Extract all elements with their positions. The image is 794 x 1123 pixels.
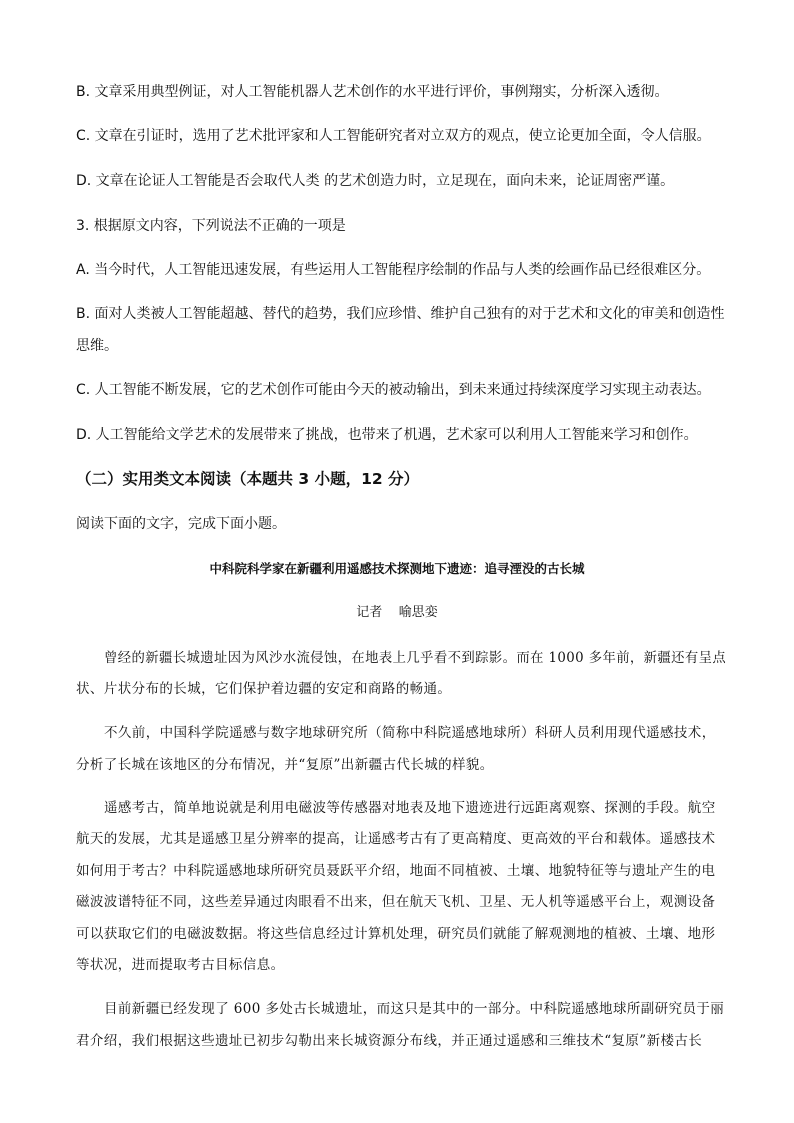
q3-option-c: C. 人工智能不断发展，它的艺术创作可能由今天的被动输出，到未来通过持续深度学习实现主动表达。 [76,382,711,398]
q2-option-c: C. 文章在引证时，选用了艺术批评家和人工智能研究者对立双方的观点，使立论更加全面，令人信服。 [76,128,711,144]
article-paragraph-3-line-2: 航天的发展，尤其是遥感卫星分辨率的提高，让遥感考古有了更高精度、更高效的平台和载体。遥感技术 [76,831,716,847]
article-paragraph-3-line-6: 等状况，进而提取考古目标信息。 [76,957,285,973]
q2-option-b: B. 文章采用典型例证，对人工智能机器人艺术创作的水平进行评价，事例翔实，分析深入透彻。 [76,84,669,100]
article-paragraph-3-line-4: 磁波波谱特征不同，这些差异通过肉眼看不出来，但在航天飞机、卫星、无人机等遥感平台上，观测设备 [76,894,716,910]
article-paragraph-4-line-1: 目前新疆已经发现了 600 多处古长城遗址，而这只是其中的一部分。中科院遥感地球所副研究员于丽 [104,1001,725,1017]
article-title: 中科院科学家在新疆利用遥感技术探测地下遗迹：追寻湮没的古长城 [209,561,585,576]
article-paragraph-3-line-5: 可以获取它们的电磁波数据。将这些信息经过计算机处理，研究员们就能了解观测地的植被、土壤、地形 [76,926,716,942]
article-paragraph-2-line-2: 分析了长城在该地区的分布情况，并“复原”出新疆古代长城的样貌。 [76,757,494,773]
section-instruction: 阅读下面的文字，完成下面小题。 [76,516,286,532]
article-byline: 记者 喻思娈 [356,605,438,620]
article-paragraph-2-line-1: 不久前，中国科学院遥感与数字地球研究所（简称中科院遥感地球所）科研人员利用现代遥感技术， [104,725,716,741]
article-paragraph-4-line-2: 君介绍，我们根据这些遗址已初步勾勒出来长城资源分布线，并正通过遥感和三维技术“复原”新楼古长 [76,1033,703,1049]
article-paragraph-1-line-2: 状、片状分布的长城，它们保护着边疆的安定和商路的畅通。 [76,681,452,697]
q2-option-d: D. 文章在论证人工智能是否会取代人类 的艺术创造力时，立足现在，面向未来，论证周密严谨。 [76,173,675,189]
q3-option-a: A. 当今时代，人工智能迅速发展，有些运用人工智能程序绘制的作品与人类的绘画作品已经很难区分。 [76,262,711,278]
q3-option-b-line1: B. 面对人类被人工智能超越、替代的趋势，我们应珍惜、维护自己独有的对于艺术和文化的审美和创造性 [76,306,725,322]
section-heading: （二）实用类文本阅读（本题共 3 小题，12 分） [76,470,420,488]
q3-option-b-line2: 思维。 [76,338,118,354]
q3-option-d: D. 人工智能给文学艺术的发展带来了挑战，也带来了机遇，艺术家可以利用人工智能来学习和创作。 [76,427,698,443]
article-paragraph-1-line-1: 曾经的新疆长城遗址因为风沙水流侵蚀，在地表上几乎看不到踪影。而在 1000 多年前，新疆还有呈点 [104,650,727,666]
q3-stem: 3. 根据原文内容，下列说法不正确的一项是 [76,218,346,234]
article-paragraph-3-line-1: 遥感考古，简单地说就是利用电磁波等传感器对地表及地下遗迹进行远距离观察、探测的手段。航空 [104,800,716,816]
article-paragraph-3-line-3: 如何用于考古？中科院遥感地球所研究员聂跃平介绍，地面不同植被、土壤、地貌特征等与遗址产生的电 [76,863,716,879]
